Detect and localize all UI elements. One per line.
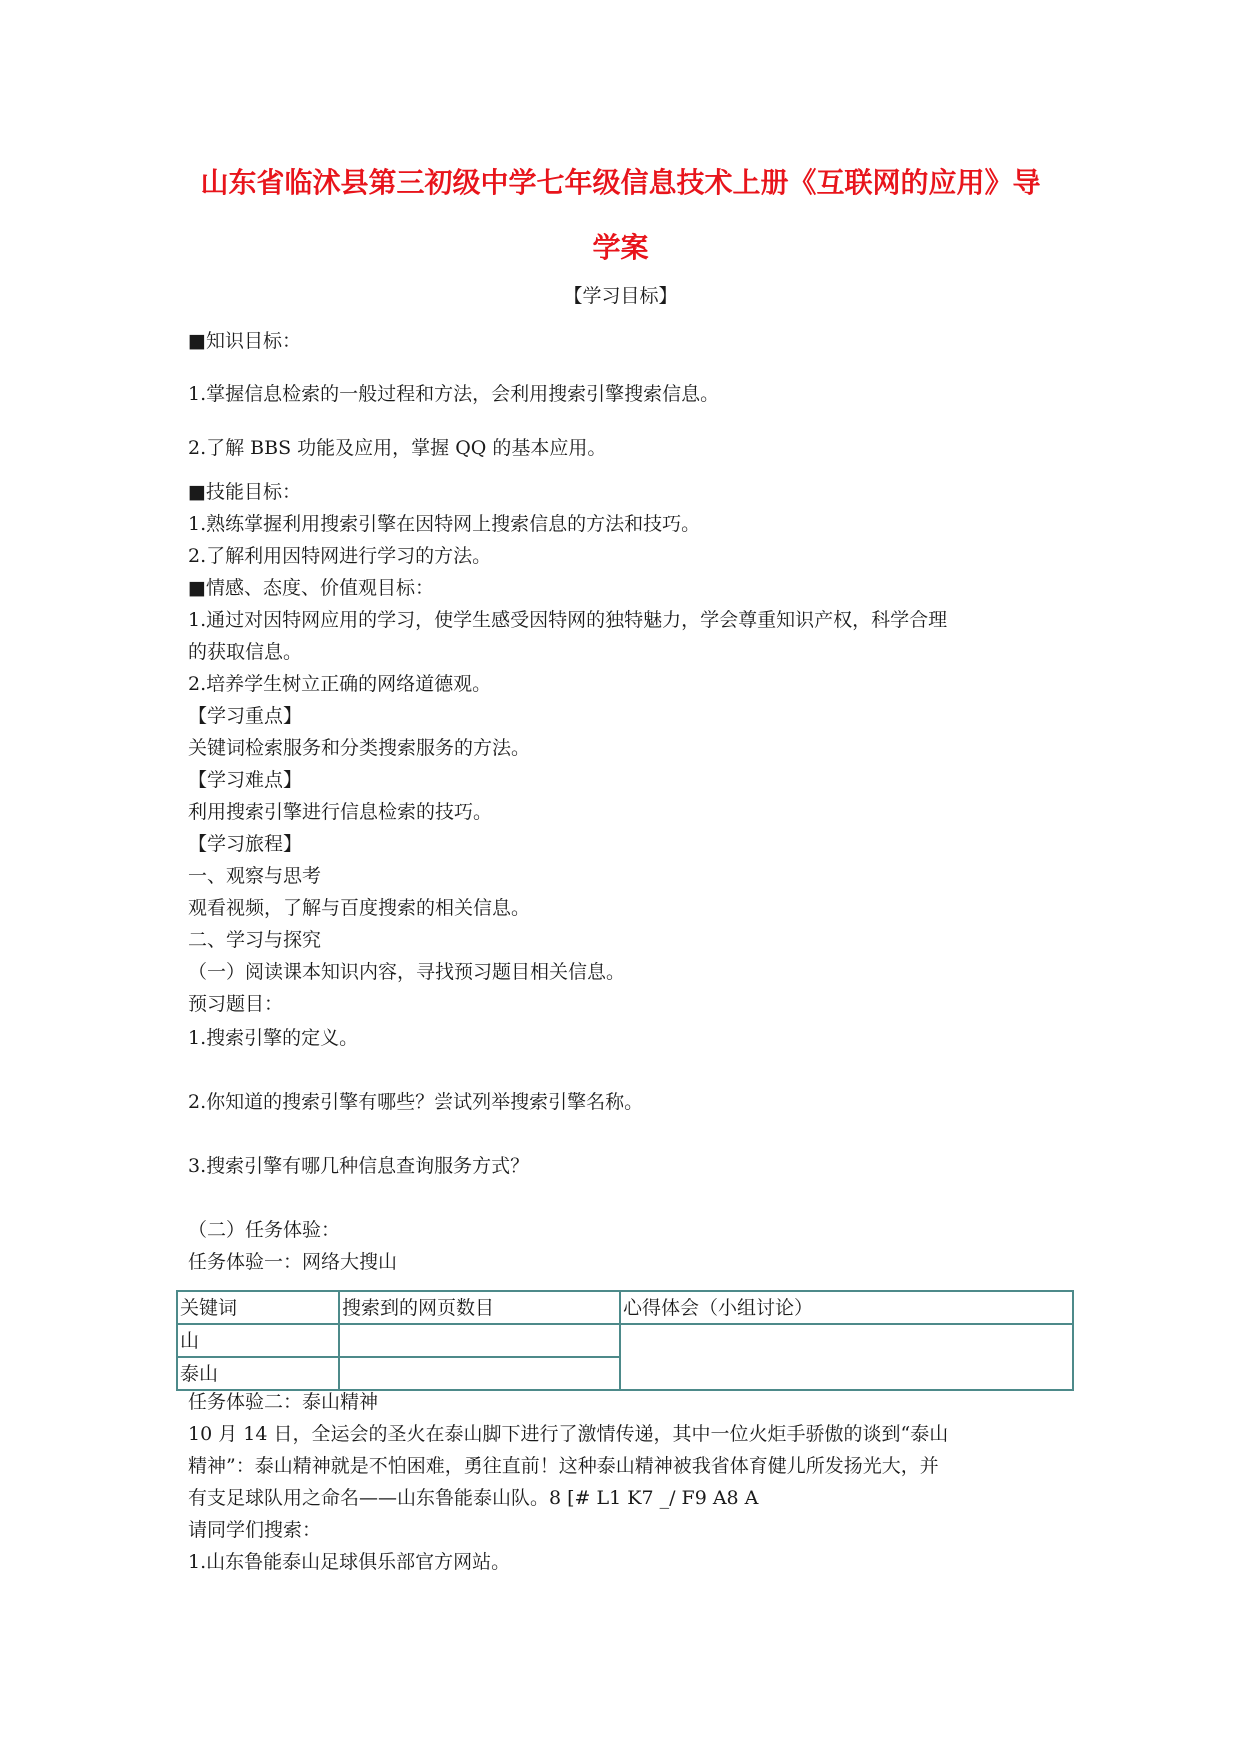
table-cell-page-count[interactable]	[339, 1357, 620, 1390]
table-header-keyword: 关键词	[177, 1291, 339, 1324]
document-title-line-2: 学案	[592, 231, 649, 264]
table-header-page-count: 搜索到的网页数目	[339, 1291, 620, 1324]
knowledge-goal-2: 2.了解 BBS 功能及应用，掌握 QQ 的基本应用。	[188, 437, 607, 459]
difficulty-heading: 【学习难点】	[188, 769, 303, 791]
part-2-sub-2: （二）任务体验：	[188, 1219, 341, 1241]
task-2-prompt: 请同学们搜索：	[188, 1519, 322, 1541]
table-cell-reflection[interactable]	[620, 1324, 1073, 1390]
table-cell-keyword: 山	[177, 1324, 339, 1357]
emotion-goals-heading: ■情感、态度、价值观目标：	[188, 577, 434, 599]
preview-heading: 预习题目：	[188, 993, 284, 1015]
task-2-paragraph-line-2: 精神”：泰山精神就是不怕困难，勇往直前！这种泰山精神被我省体育健儿所发扬光大，并	[188, 1455, 939, 1477]
task-2-paragraph-line-1: 10 月 14 日，全运会的圣火在泰山脚下进行了激情传递，其中一位火炬手骄傲的谈到“泰山	[188, 1423, 949, 1445]
part-1-text: 观看视频，了解与百度搜索的相关信息。	[188, 897, 531, 919]
journey-heading: 【学习旅程】	[188, 833, 303, 855]
difficulty-text: 利用搜索引擎进行信息检索的技巧。	[188, 801, 493, 823]
table-cell-page-count[interactable]	[339, 1324, 620, 1357]
table-header-reflection: 心得体会（小组讨论）	[620, 1291, 1073, 1324]
preview-question-3: 3.搜索引擎有哪几种信息查询服务方式？	[188, 1155, 530, 1177]
preview-question-1: 1.搜索引擎的定义。	[188, 1027, 359, 1049]
skill-goals-heading: ■技能目标：	[188, 481, 301, 503]
part-2-sub-1: （一）阅读课本知识内容，寻找预习题目相关信息。	[188, 961, 626, 983]
table-cell-keyword: 泰山	[177, 1357, 339, 1390]
table-row	[177, 1324, 1073, 1357]
emotion-goal-2: 2.培养学生树立正确的网络道德观。	[188, 673, 492, 695]
table-header-row	[177, 1291, 1073, 1324]
task-2-paragraph-line-3: 有支足球队用之命名——山东鲁能泰山队。8 [# L1 K7 _/ F9 A8 A	[188, 1487, 759, 1509]
part-1-heading: 一、观察与思考	[188, 865, 322, 887]
knowledge-goal-1: 1.掌握信息检索的一般过程和方法，会利用搜索引擎搜索信息。	[188, 383, 720, 405]
task-2-question-1: 1.山东鲁能泰山足球俱乐部官方网站。	[188, 1551, 511, 1573]
task-2-title: 任务体验二：泰山精神	[188, 1391, 379, 1413]
emotion-goal-1-line-1: 1.通过对因特网应用的学习，使学生感受因特网的独特魅力，学会尊重知识产权，科学合理	[188, 609, 948, 631]
section-heading-goals: 【学习目标】	[563, 285, 678, 307]
knowledge-goals-heading: ■知识目标：	[188, 330, 301, 352]
focus-heading: 【学习重点】	[188, 705, 303, 727]
focus-text: 关键词检索服务和分类搜索服务的方法。	[188, 737, 531, 759]
document-title-line-1: 山东省临沭县第三初级中学七年级信息技术上册《互联网的应用》导	[200, 166, 1041, 199]
skill-goal-2: 2.了解利用因特网进行学习的方法。	[188, 545, 492, 567]
task-1-title: 任务体验一：网络大搜山	[188, 1251, 398, 1273]
part-2-heading: 二、学习与探究	[188, 929, 322, 951]
emotion-goal-1-line-2: 的获取信息。	[188, 641, 303, 663]
preview-question-2: 2.你知道的搜索引擎有哪些？尝试列举搜索引擎名称。	[188, 1091, 644, 1113]
task-1-table	[176, 1290, 1074, 1391]
skill-goal-1: 1.熟练掌握利用搜索引擎在因特网上搜索信息的方法和技巧。	[188, 513, 701, 535]
